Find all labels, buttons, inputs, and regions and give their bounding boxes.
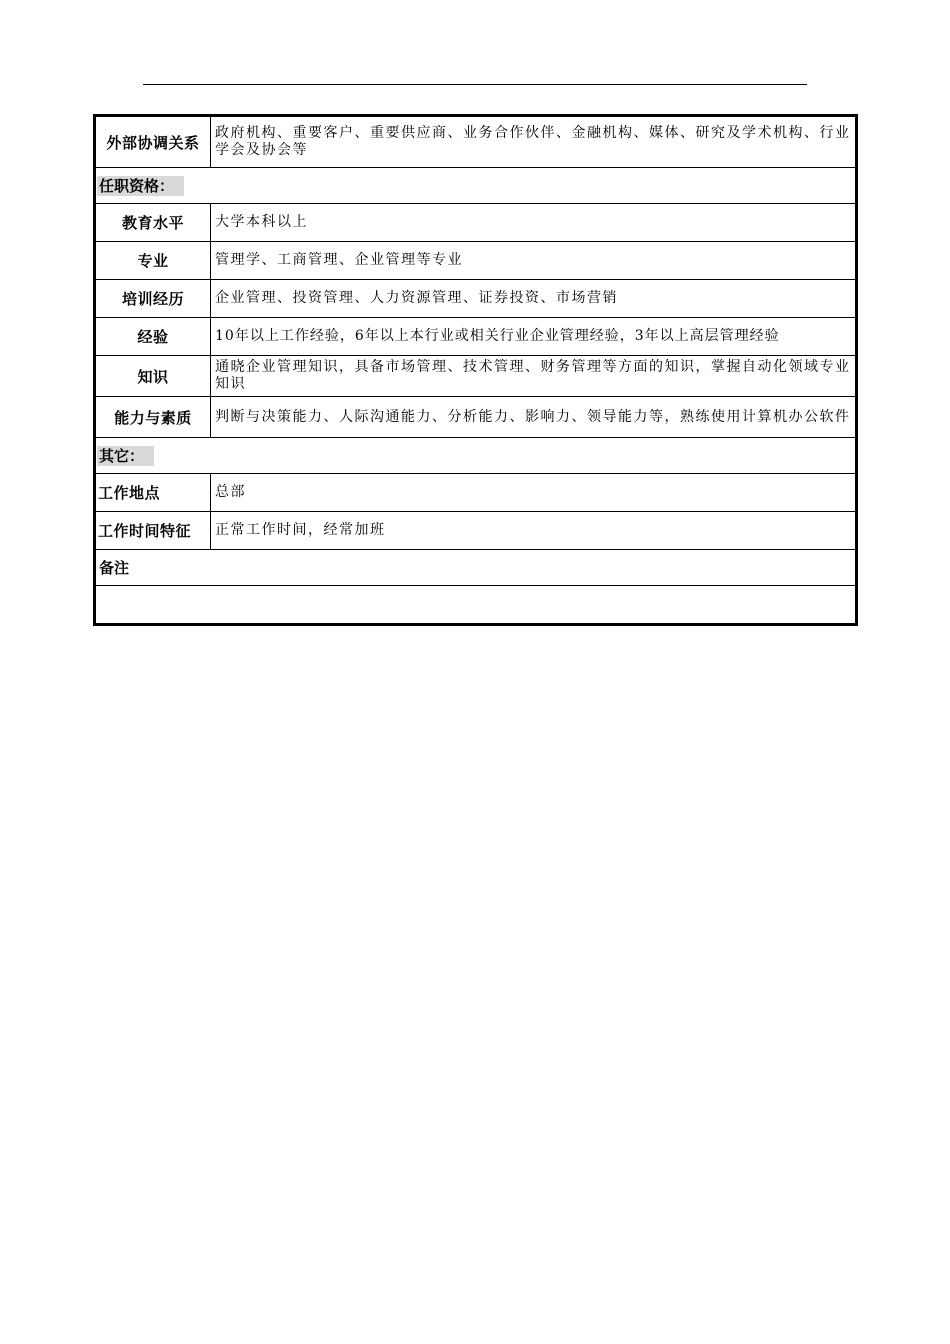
experience-value: 10年以上工作经验，6年以上本行业或相关行业企业管理经验，3年以上高层管理经验 (211, 318, 856, 356)
external-relations-label: 外部协调关系 (96, 117, 211, 168)
qualifications-heading-text: 任职资格： (97, 176, 184, 196)
ability-label: 能力与素质 (96, 397, 211, 438)
remark-heading-text: 备注 (99, 559, 130, 577)
remark-content (96, 586, 856, 624)
table-row-experience (96, 318, 856, 356)
table-row-location (96, 474, 856, 512)
knowledge-value: 通晓企业管理知识，具备市场管理、技术管理、财务管理等方面的知识，掌握自动化领域专业知识 (211, 356, 856, 397)
job-description-table (93, 114, 858, 626)
table-row-education (96, 204, 856, 242)
table-row-major (96, 242, 856, 280)
location-label: 工作地点 (96, 474, 211, 512)
external-relations-value: 政府机构、重要客户、重要供应商、业务合作伙伴、金融机构、媒体、研究及学术机构、行业学会及协会等 (211, 117, 856, 168)
education-value: 大学本科以上 (211, 204, 856, 242)
ability-value: 判断与决策能力、人际沟通能力、分析能力、影响力、领导能力等，熟练使用计算机办公软件 (211, 397, 856, 438)
table-row-ability (96, 397, 856, 438)
major-label: 专业 (96, 242, 211, 280)
table-row-worktime (96, 512, 856, 550)
section-row-other (96, 438, 856, 474)
table-row-external-relations (96, 117, 856, 168)
knowledge-label: 知识 (96, 356, 211, 397)
remark-heading (96, 550, 856, 586)
section-row-qualifications (96, 168, 856, 204)
worktime-value: 正常工作时间，经常加班 (211, 512, 856, 550)
worktime-label: 工作时间特征 (96, 512, 211, 550)
section-row-remark (96, 550, 856, 586)
training-value: 企业管理、投资管理、人力资源管理、证券投资、市场营销 (211, 280, 856, 318)
other-heading-text: 其它： (97, 446, 154, 466)
training-label: 培训经历 (96, 280, 211, 318)
experience-label: 经验 (96, 318, 211, 356)
qualifications-heading (96, 168, 856, 204)
table-row-knowledge (96, 356, 856, 397)
table-row-remark-content (96, 586, 856, 624)
major-value: 管理学、工商管理、企业管理等专业 (211, 242, 856, 280)
other-heading (96, 438, 856, 474)
education-label: 教育水平 (96, 204, 211, 242)
location-value: 总部 (211, 474, 856, 512)
table-row-training (96, 280, 856, 318)
header-rule (143, 84, 807, 85)
